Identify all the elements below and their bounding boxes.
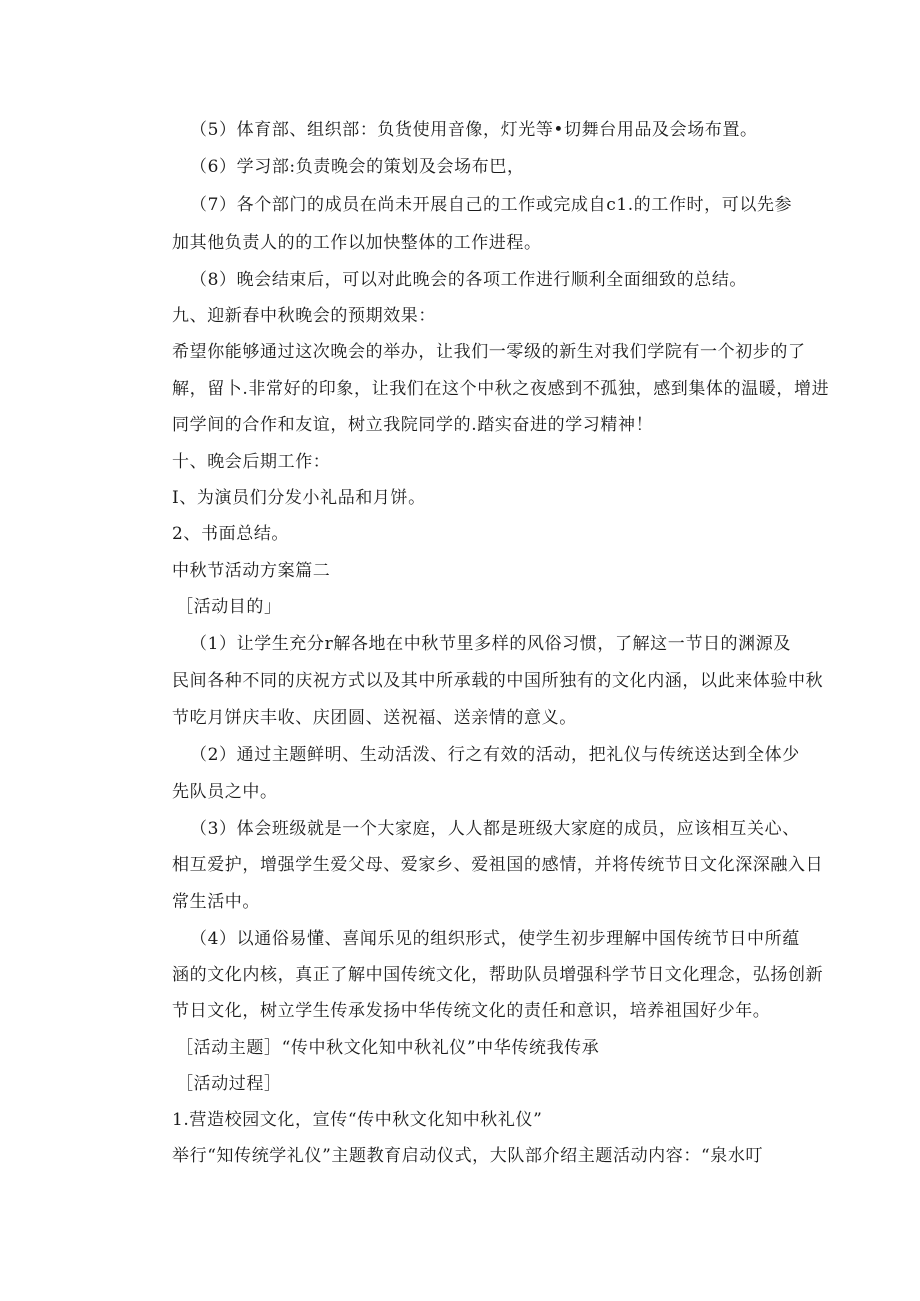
text-line: 举行“知传统学礼仪”主题教育启动仪式，大队部介绍主题活动内容：“泉水叮 [172,1146,764,1166]
text-line: 相互爱护，增强学生爱父母、爱家乡、爱祖国的感情，并将传统节日文化深深融入日 [172,855,824,875]
text-line: （8）晚会结束后，可以对此晚会的各项工作进行顺利全面细致的总结。 [190,270,748,290]
section-heading: ［活动目的」 [176,597,282,617]
text-line: 常生活中。 [172,892,260,912]
text-line: （7）各个部门的成员在尚未开展自己的工作或完成自c1.的工作时，可以先参 [190,195,793,215]
text-line: 民间各种不同的庆祝方式以及其中所承载的中国所独有的文化内涵，以此来体验中秋 [172,671,824,691]
list-item: 2、书面总结。 [172,524,290,544]
text-line: （4）以通俗易懂、喜闻乐见的组织形式，使学生初步理解中国传统节日中所蕴 [190,929,800,949]
text-line: 先队员之中。 [172,782,278,802]
text-line: （6）学习部:负责晚会的策划及会场布巴， [190,157,525,177]
text-line: 涵的文化内核，真正了解中国传统文化，帮助队员增强科学节日文化理念，弘扬创新 [172,965,824,985]
text-line: （3）体会班级就是一个大家庭，人人都是班级大家庭的成员，应该相互关心、 [190,819,800,839]
list-item: 1.营造校园文化，宣传“传中秋文化知中秋礼仪” [172,1110,543,1130]
section-heading: ［活动主题］“传中秋文化知中秋礼仪”中华传统我传承 [176,1038,600,1058]
text-line: （5）体育部、组织部：负货使用音像，灯光等•切舞台用品及会场布置。 [190,120,758,140]
section-heading: 九、迎新春中秋晚会的预期效果： [172,306,436,326]
text-line: 节吃月饼庆丰收、庆团圆、送祝福、送亲情的意义。 [172,708,577,728]
text-line: 节日文化，树立学生传承发扬中华传统文化的责任和意识，培养祖国好少年。 [172,1001,771,1021]
section-heading: 十、晚会后期工作： [172,452,331,472]
text-line: （1）让学生充分r解各地在中秋节里多样的风俗习惯，了解这一节日的渊源及 [190,634,791,654]
text-line: 同学间的合作和友谊，树立我院同学的.踏实奋进的学习精神！ [172,415,654,435]
section-heading: ［活动过程］ [176,1074,282,1094]
text-line: 希望你能够通过这次晚会的举办，让我们一零级的新生对我们学院有一个初步的了 [172,342,806,362]
list-item: I、为演员们分发小礼品和月饼。 [172,488,426,508]
text-line: （2）通过主题鲜明、生动活泼、行之有效的活动，把礼仪与传统送达到全体少 [190,745,800,765]
text-line: 加其他负责人的的工作以加快整体的工作进程。 [172,233,542,253]
section-title: 中秋节活动方案篇二 [172,561,331,581]
text-line: 解，留卜.非常好的印象，让我们在这个中秋之夜感到不孤独，感到集体的温暖，增进 [172,379,830,399]
